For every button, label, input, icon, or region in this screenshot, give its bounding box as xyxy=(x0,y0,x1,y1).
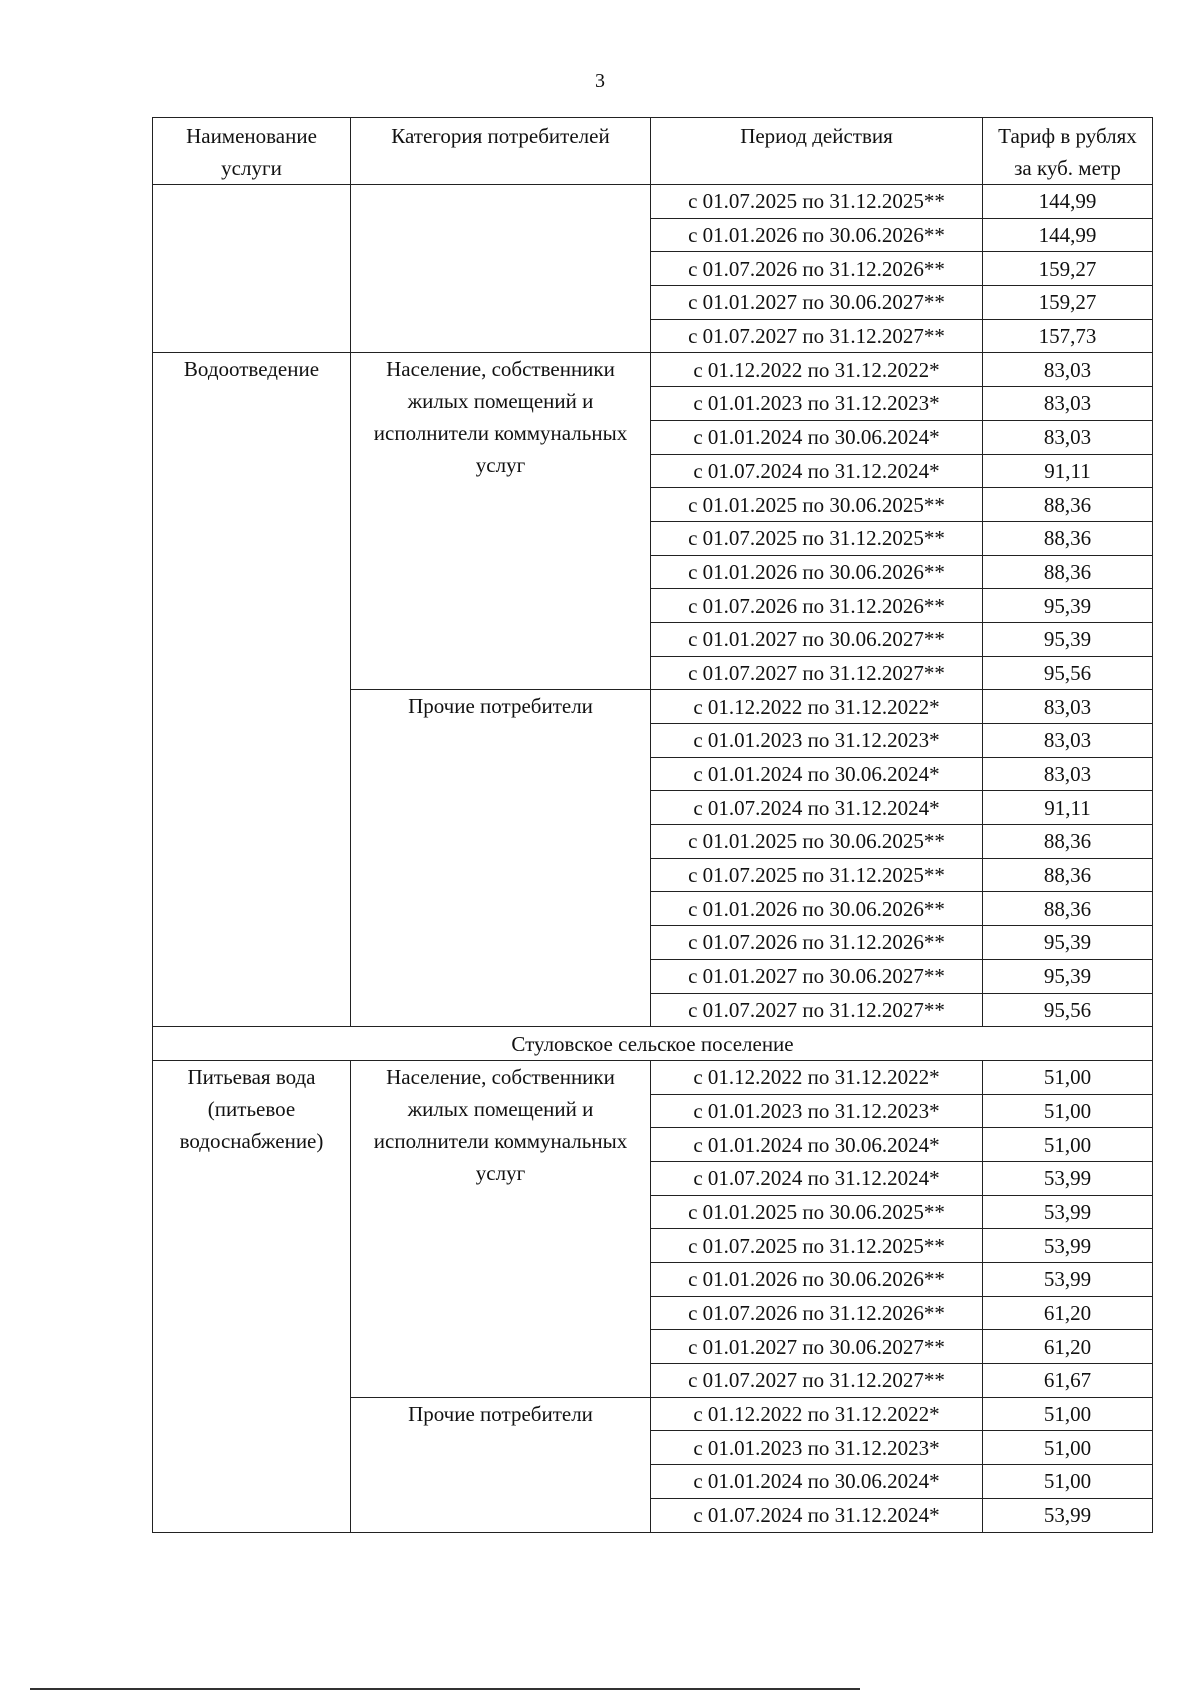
tariff-cell: 95,39 xyxy=(983,926,1153,960)
period-cell: с 01.01.2023 по 31.12.2023* xyxy=(651,724,983,758)
tariff-cell: 61,20 xyxy=(983,1330,1153,1364)
period-cell: с 01.01.2026 по 30.06.2026** xyxy=(651,218,983,252)
table-header-row xyxy=(153,118,1153,185)
period-cell: с 01.01.2023 по 31.12.2023* xyxy=(651,1431,983,1465)
period-cell: с 01.01.2026 по 30.06.2026** xyxy=(651,1263,983,1297)
tariff-cell: 88,36 xyxy=(983,488,1153,522)
bottom-rule xyxy=(30,1688,860,1690)
tariff-cell: 88,36 xyxy=(983,555,1153,589)
period-cell: с 01.01.2024 по 30.06.2024* xyxy=(651,420,983,454)
period-cell: с 01.07.2024 по 31.12.2024* xyxy=(651,791,983,825)
period-cell: с 01.12.2022 по 31.12.2022* xyxy=(651,1397,983,1431)
table-row xyxy=(153,1060,1153,1094)
table-row xyxy=(153,185,1153,219)
section-title: Стуловское сельское поселение xyxy=(153,1027,1153,1061)
tariff-cell: 95,56 xyxy=(983,993,1153,1027)
tariff-cell: 144,99 xyxy=(983,218,1153,252)
period-cell: с 01.07.2027 по 31.12.2027** xyxy=(651,993,983,1027)
tariff-cell: 88,36 xyxy=(983,892,1153,926)
tariff-cell: 88,36 xyxy=(983,825,1153,859)
tariff-cell: 144,99 xyxy=(983,185,1153,219)
tariff-cell: 61,67 xyxy=(983,1364,1153,1398)
period-cell: с 01.07.2024 по 31.12.2024* xyxy=(651,1498,983,1532)
header-tariff: Тариф в рублях за куб. метр xyxy=(983,118,1153,185)
tariff-cell: 88,36 xyxy=(983,858,1153,892)
period-cell: с 01.01.2025 по 30.06.2025** xyxy=(651,825,983,859)
tariff-cell: 91,11 xyxy=(983,454,1153,488)
tariff-cell: 159,27 xyxy=(983,286,1153,320)
tariff-cell: 95,56 xyxy=(983,656,1153,690)
table-row xyxy=(153,353,1153,387)
period-cell: с 01.01.2026 по 30.06.2026** xyxy=(651,555,983,589)
tariff-cell: 83,03 xyxy=(983,353,1153,387)
tariff-cell: 95,39 xyxy=(983,622,1153,656)
header-service: Наименование услуги xyxy=(153,118,351,185)
tariff-cell: 88,36 xyxy=(983,521,1153,555)
tariff-cell: 51,00 xyxy=(983,1465,1153,1499)
tariff-cell: 51,00 xyxy=(983,1060,1153,1094)
page-number: 3 xyxy=(595,70,605,92)
tariff-cell: 51,00 xyxy=(983,1128,1153,1162)
tariff-cell: 53,99 xyxy=(983,1161,1153,1195)
period-cell: с 01.12.2022 по 31.12.2022* xyxy=(651,1060,983,1094)
period-cell: с 01.12.2022 по 31.12.2022* xyxy=(651,353,983,387)
tariff-cell: 61,20 xyxy=(983,1296,1153,1330)
section-row xyxy=(153,1027,1153,1061)
tariff-cell: 95,39 xyxy=(983,589,1153,623)
period-cell: с 01.01.2027 по 30.06.2027** xyxy=(651,1330,983,1364)
period-cell: с 01.07.2026 по 31.12.2026** xyxy=(651,589,983,623)
period-cell: с 01.01.2023 по 31.12.2023* xyxy=(651,1094,983,1128)
period-cell: с 01.01.2024 по 30.06.2024* xyxy=(651,1128,983,1162)
table-body xyxy=(153,185,1153,1533)
period-cell: с 01.01.2025 по 30.06.2025** xyxy=(651,1195,983,1229)
tariff-cell: 83,03 xyxy=(983,387,1153,421)
tariff-cell: 51,00 xyxy=(983,1094,1153,1128)
tariff-cell: 53,99 xyxy=(983,1229,1153,1263)
period-cell: с 01.01.2024 по 30.06.2024* xyxy=(651,1465,983,1499)
period-cell: с 01.12.2022 по 31.12.2022* xyxy=(651,690,983,724)
consumer-category-cell: Население, собственники жилых помещений и исполнители коммунальных услуг xyxy=(351,1060,651,1397)
tariff-cell: 53,99 xyxy=(983,1195,1153,1229)
period-cell: с 01.07.2024 по 31.12.2024* xyxy=(651,1161,983,1195)
consumer-category-cell: Прочие потребители xyxy=(351,1397,651,1532)
period-cell: с 01.07.2026 по 31.12.2026** xyxy=(651,926,983,960)
tariff-table xyxy=(152,117,1153,1533)
period-cell: с 01.07.2025 по 31.12.2025** xyxy=(651,521,983,555)
period-cell: с 01.01.2026 по 30.06.2026** xyxy=(651,892,983,926)
period-cell: с 01.07.2026 по 31.12.2026** xyxy=(651,1296,983,1330)
service-name-cell: Водоотведение xyxy=(153,353,351,1027)
period-cell: с 01.07.2027 по 31.12.2027** xyxy=(651,1364,983,1398)
tariff-cell: 83,03 xyxy=(983,690,1153,724)
header-category: Категория потребителей xyxy=(351,118,651,185)
period-cell: с 01.07.2024 по 31.12.2024* xyxy=(651,454,983,488)
header-period: Период действия xyxy=(651,118,983,185)
period-cell: с 01.07.2027 по 31.12.2027** xyxy=(651,656,983,690)
consumer-category-cell xyxy=(351,185,651,353)
tariff-cell: 159,27 xyxy=(983,252,1153,286)
tariff-cell: 51,00 xyxy=(983,1431,1153,1465)
period-cell: с 01.07.2025 по 31.12.2025** xyxy=(651,858,983,892)
tariff-cell: 83,03 xyxy=(983,724,1153,758)
consumer-category-cell: Население, собственники жилых помещений и исполнители коммунальных услуг xyxy=(351,353,651,690)
tariff-cell: 53,99 xyxy=(983,1498,1153,1532)
tariff-cell: 83,03 xyxy=(983,757,1153,791)
period-cell: с 01.01.2023 по 31.12.2023* xyxy=(651,387,983,421)
period-cell: с 01.07.2026 по 31.12.2026** xyxy=(651,252,983,286)
tariff-cell: 83,03 xyxy=(983,420,1153,454)
period-cell: с 01.01.2027 по 30.06.2027** xyxy=(651,959,983,993)
period-cell: с 01.01.2025 по 30.06.2025** xyxy=(651,488,983,522)
period-cell: с 01.01.2024 по 30.06.2024* xyxy=(651,757,983,791)
tariff-cell: 53,99 xyxy=(983,1263,1153,1297)
tariff-cell: 95,39 xyxy=(983,959,1153,993)
period-cell: с 01.01.2027 по 30.06.2027** xyxy=(651,286,983,320)
tariff-cell: 91,11 xyxy=(983,791,1153,825)
service-name-cell: Питьевая вода (питьевое водоснабжение) xyxy=(153,1060,351,1532)
service-name-cell xyxy=(153,185,351,353)
period-cell: с 01.07.2027 по 31.12.2027** xyxy=(651,319,983,353)
period-cell: с 01.01.2027 по 30.06.2027** xyxy=(651,622,983,656)
period-cell: с 01.07.2025 по 31.12.2025** xyxy=(651,1229,983,1263)
consumer-category-cell: Прочие потребители xyxy=(351,690,651,1027)
tariff-cell: 51,00 xyxy=(983,1397,1153,1431)
tariff-cell: 157,73 xyxy=(983,319,1153,353)
period-cell: с 01.07.2025 по 31.12.2025** xyxy=(651,185,983,219)
